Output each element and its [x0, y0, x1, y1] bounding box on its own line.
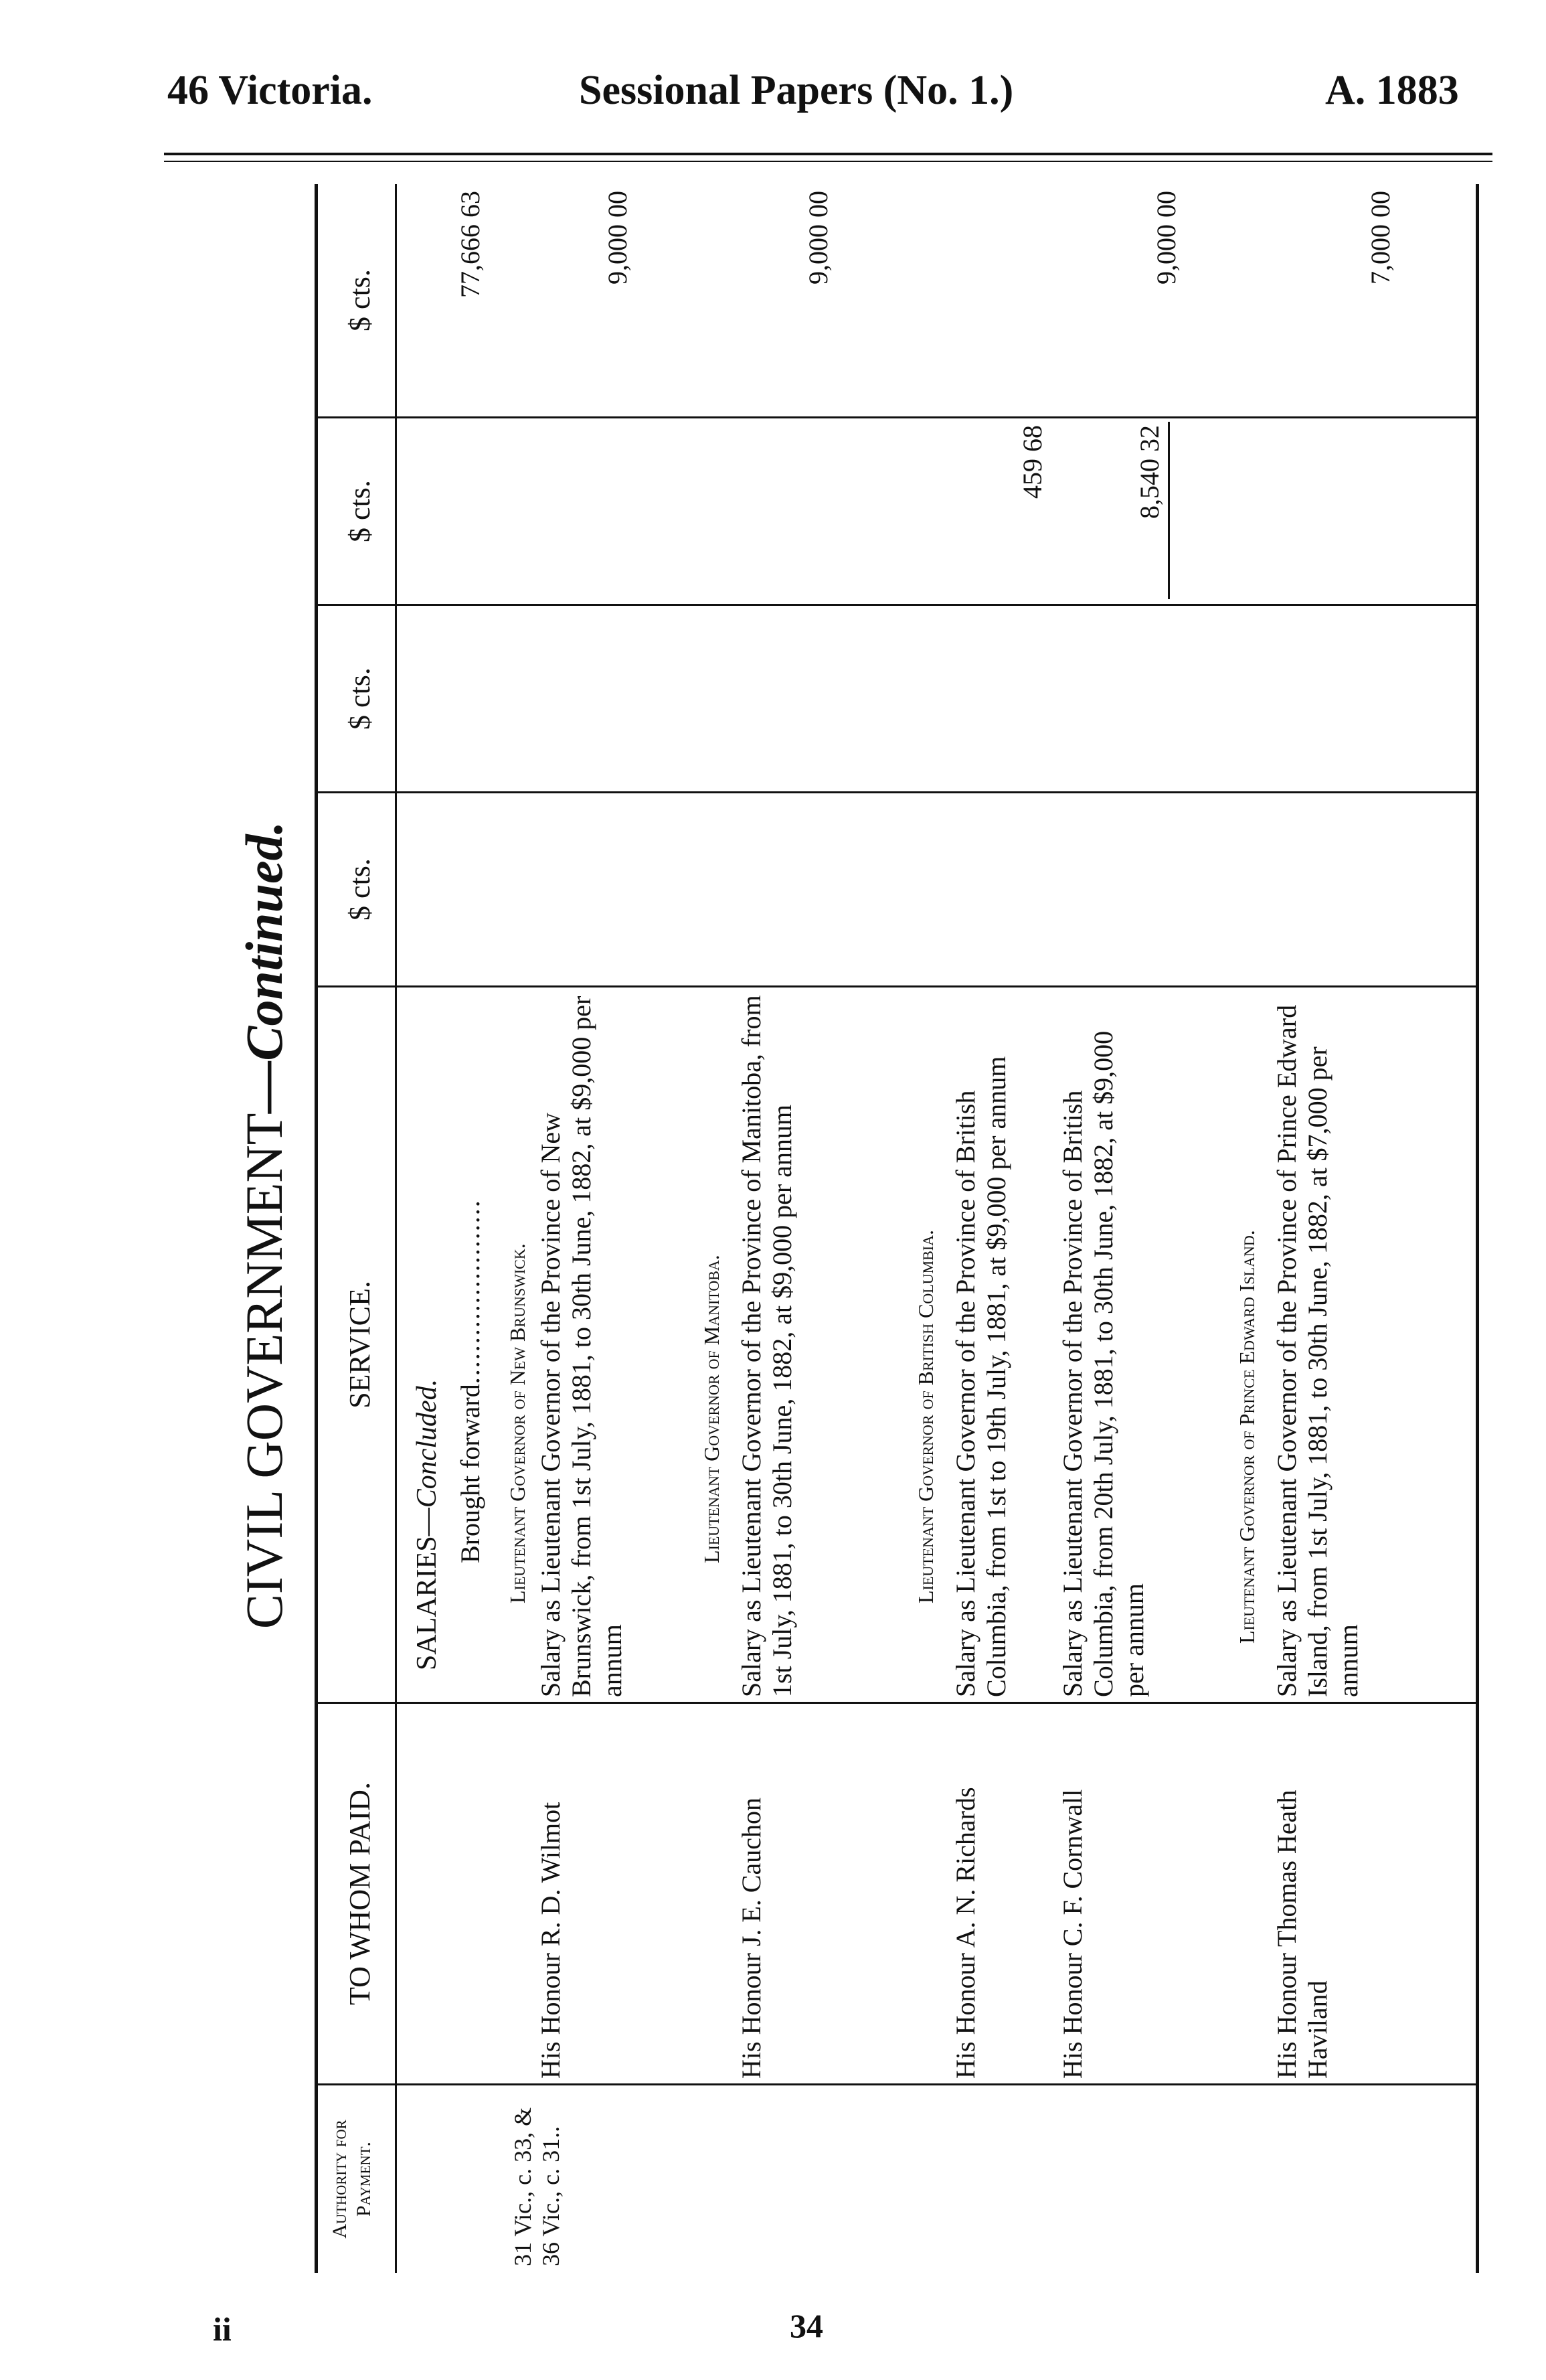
- footer-mark: ii: [213, 2310, 232, 2348]
- header-year: A. 1883: [1325, 68, 1459, 113]
- subtotal-rule: [1168, 422, 1170, 599]
- header-volume: 46 Victoria.: [167, 68, 373, 113]
- col-header-amt1: $ cts.: [343, 858, 376, 921]
- page-number: 34: [790, 2307, 823, 2345]
- authority-cell: 31 Vic., c. 33, & 36 Vic., c. 31..: [509, 2107, 564, 2266]
- group-heading: Lieutenant Governor of New Brunswick.: [505, 1243, 529, 1603]
- group-heading: Lieutenant Governor of Prince Edward Island.: [1235, 1230, 1259, 1644]
- total-cell: 9,000 00: [602, 191, 632, 285]
- service-cell: Salary as Lieutenant Governor of the Province of British Columbia, from 1st to 19th July, 1881, at $9,000 per annum: [950, 1056, 1011, 1697]
- service-cell: Salary as Lieutenant Governor of the Province of New Brunswick, from 1st July, 1881, to 30th June, 1882, at $9,000 per annum: [535, 996, 627, 1697]
- section-heading-text: SALARIES—: [412, 1508, 442, 1670]
- group-heading: Lieutenant Governor of Manitoba.: [699, 1255, 723, 1563]
- subtotal-cell: 459 68: [1017, 425, 1047, 499]
- table-title-suffix: —Continued.: [235, 821, 293, 1113]
- payee-cell: His Honour Thomas Heath Haviland: [1272, 1790, 1333, 2079]
- col-header-authority: Authority for Payment.: [329, 2120, 375, 2239]
- group-heading: Lieutenant Governor of British Columbia.: [914, 1230, 938, 1603]
- payee-cell: His Honour C. F. Cornwall: [1057, 1789, 1088, 2079]
- subtotal-cell: 8,540 32: [1134, 425, 1165, 519]
- payee-cell: His Honour A. N. Richards: [950, 1787, 980, 2079]
- col-header-amt3: $ cts.: [343, 480, 376, 542]
- table-bottom-border: [1476, 184, 1479, 2273]
- payee-cell: His Honour J. E. Cauchon: [736, 1798, 766, 2079]
- brought-forward-row: [455, 987, 486, 1563]
- header-rule: [164, 153, 1492, 155]
- leader-dots: .......................: [455, 1199, 485, 1384]
- header-title: Sessional Papers (No. 1.): [579, 68, 1014, 113]
- section-heading: [412, 1001, 442, 1670]
- service-cell: Salary as Lieutenant Governor of the Province of British Columbia, from 20th July, 1881, to 30th June, 1882, at $9,000 per annum: [1057, 1030, 1149, 1697]
- col-header-service: SERVICE.: [343, 1281, 376, 1409]
- col-header-amt4: $ cts.: [343, 269, 376, 331]
- col-header-to-whom: TO WHOM PAID.: [343, 1782, 376, 2005]
- rotated-table: [228, 177, 1486, 2273]
- total-cell: 9,000 00: [803, 191, 833, 285]
- header-rule-thin: [164, 161, 1492, 162]
- col-divider-amt3: [315, 416, 1479, 418]
- brought-forward-label: Brought forward: [455, 1384, 485, 1563]
- col-divider-payee: [315, 1702, 1479, 1704]
- section-heading-suffix: Concluded.: [412, 1378, 442, 1508]
- col-divider-amt2: [315, 604, 1479, 606]
- col-divider-amt1: [315, 791, 1479, 793]
- brought-forward-total: 77,666 63: [455, 191, 485, 298]
- service-cell: Salary as Lieutenant Governor of the Province of Prince Edward Island, from 1st July, 1881, to 30th June, 1882, at $7,000 per annum: [1272, 1004, 1363, 1697]
- payee-cell: His Honour R. D. Wilmot: [535, 1802, 566, 2079]
- header-separator: [395, 184, 397, 2273]
- table-title-main: CIVIL GOVERNMENT: [235, 1113, 293, 1630]
- table-top-border: [315, 184, 318, 2273]
- total-cell: 7,000 00: [1365, 191, 1395, 285]
- table-title: [228, 177, 301, 2273]
- col-divider-authority: [315, 2083, 1479, 2085]
- col-divider-service: [315, 985, 1479, 987]
- total-cell: 9,000 00: [1151, 191, 1181, 285]
- service-cell: Salary as Lieutenant Governor of the Province of Manitoba, from 1st July, 1881, to 30th June, 1882, at $9,000 per annum: [736, 995, 797, 1697]
- col-header-amt2: $ cts.: [343, 667, 376, 730]
